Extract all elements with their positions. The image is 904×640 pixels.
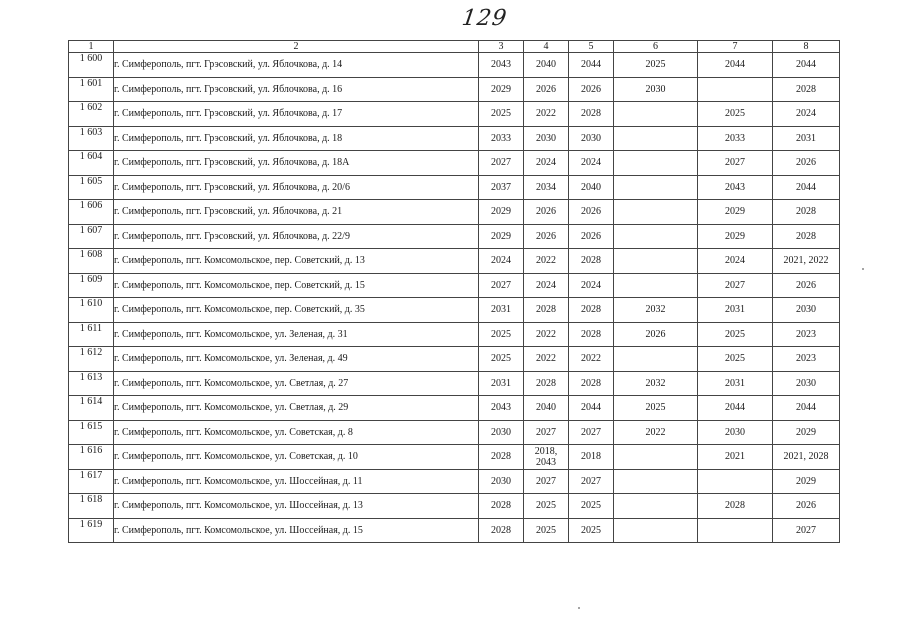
value-cell-6: 2025 <box>614 53 698 78</box>
value-cell-5: 2022 <box>569 347 614 372</box>
row-number: 1 618 <box>69 494 114 519</box>
table-row <box>69 518 840 543</box>
table-row <box>69 445 840 470</box>
address-cell: г. Симферополь, пгт. Грэсовский, ул. Яблочкова, д. 14 <box>114 53 479 78</box>
value-cell-7: 2029 <box>698 200 773 225</box>
value-cell-4: 2022 <box>524 249 569 274</box>
value-cell-5: 2026 <box>569 77 614 102</box>
row-number: 1 614 <box>69 396 114 421</box>
value-cell-8: 2044 <box>773 396 840 421</box>
value-cell-8: 2030 <box>773 371 840 396</box>
value-cell-5: 2030 <box>569 126 614 151</box>
value-cell-8: 2044 <box>773 175 840 200</box>
value-cell-4: 2034 <box>524 175 569 200</box>
value-cell-8: 2026 <box>773 273 840 298</box>
value-cell-5: 2024 <box>569 273 614 298</box>
value-cell-4: 2018, 2043 <box>524 445 569 470</box>
table-row <box>69 102 840 127</box>
row-number: 1 607 <box>69 224 114 249</box>
value-cell-4: 2040 <box>524 53 569 78</box>
value-cell-8: 2028 <box>773 77 840 102</box>
value-cell-5: 2025 <box>569 494 614 519</box>
value-cell-5: 2018 <box>569 445 614 470</box>
value-cell-7: 2028 <box>698 494 773 519</box>
address-cell: г. Симферополь, пгт. Грэсовский, ул. Яблочкова, д. 18А <box>114 151 479 176</box>
table-row <box>69 347 840 372</box>
value-cell-4: 2026 <box>524 200 569 225</box>
value-cell-5: 2028 <box>569 102 614 127</box>
value-cell-3: 2030 <box>479 420 524 445</box>
value-cell-7: 2025 <box>698 347 773 372</box>
value-cell-4: 2025 <box>524 518 569 543</box>
value-cell-3: 2027 <box>479 151 524 176</box>
value-cell-7 <box>698 518 773 543</box>
table-row <box>69 273 840 298</box>
value-cell-4: 2025 <box>524 494 569 519</box>
value-cell-6 <box>614 249 698 274</box>
address-cell: г. Симферополь, пгт. Комсомольское, ул. Советская, д. 8 <box>114 420 479 445</box>
value-cell-3: 2025 <box>479 322 524 347</box>
value-cell-7: 2021 <box>698 445 773 470</box>
value-cell-6 <box>614 102 698 127</box>
address-cell: г. Симферополь, пгт. Комсомольское, ул. Светлая, д. 29 <box>114 396 479 421</box>
value-cell-7: 2027 <box>698 151 773 176</box>
table-row <box>69 298 840 323</box>
value-cell-4: 2022 <box>524 322 569 347</box>
value-cell-7: 2024 <box>698 249 773 274</box>
value-cell-6: 2025 <box>614 396 698 421</box>
address-cell: г. Симферополь, пгт. Комсомольское, ул. Советская, д. 10 <box>114 445 479 470</box>
value-cell-5: 2044 <box>569 53 614 78</box>
column-header: 5 <box>569 41 614 53</box>
value-cell-8: 2026 <box>773 494 840 519</box>
value-cell-5: 2044 <box>569 396 614 421</box>
value-cell-3: 2025 <box>479 347 524 372</box>
address-cell: г. Симферополь, пгт. Комсомольское, ул. Шоссейная, д. 11 <box>114 469 479 494</box>
value-cell-8: 2021, 2028 <box>773 445 840 470</box>
value-cell-6 <box>614 518 698 543</box>
value-cell-3: 2028 <box>479 518 524 543</box>
value-cell-4: 2022 <box>524 102 569 127</box>
value-cell-4: 2030 <box>524 126 569 151</box>
column-header: 4 <box>524 41 569 53</box>
column-header: 3 <box>479 41 524 53</box>
value-cell-6: 2030 <box>614 77 698 102</box>
value-cell-8: 2031 <box>773 126 840 151</box>
column-number-row <box>69 41 840 53</box>
value-cell-6 <box>614 347 698 372</box>
address-cell: г. Симферополь, пгт. Комсомольское, пер. Советский, д. 35 <box>114 298 479 323</box>
address-cell: г. Симферополь, пгт. Комсомольское, пер. Советский, д. 13 <box>114 249 479 274</box>
column-header: 2 <box>114 41 479 53</box>
table-row <box>69 371 840 396</box>
value-cell-5: 2028 <box>569 298 614 323</box>
value-cell-4: 2027 <box>524 420 569 445</box>
address-cell: г. Симферополь, пгт. Грэсовский, ул. Яблочкова, д. 20/6 <box>114 175 479 200</box>
value-cell-5: 2026 <box>569 200 614 225</box>
row-number: 1 605 <box>69 175 114 200</box>
value-cell-7: 2030 <box>698 420 773 445</box>
value-cell-3: 2030 <box>479 469 524 494</box>
value-cell-4: 2024 <box>524 151 569 176</box>
page-number: 129 <box>460 6 509 31</box>
row-number: 1 611 <box>69 322 114 347</box>
value-cell-7 <box>698 469 773 494</box>
column-header: 7 <box>698 41 773 53</box>
value-cell-5: 2040 <box>569 175 614 200</box>
address-cell: г. Симферополь, пгт. Комсомольское, ул. Шоссейная, д. 13 <box>114 494 479 519</box>
value-cell-7: 2025 <box>698 102 773 127</box>
value-cell-4: 2027 <box>524 469 569 494</box>
value-cell-7: 2031 <box>698 371 773 396</box>
value-cell-6 <box>614 445 698 470</box>
value-cell-5: 2028 <box>569 249 614 274</box>
table-body <box>69 53 840 543</box>
value-cell-3: 2043 <box>479 53 524 78</box>
row-number: 1 601 <box>69 77 114 102</box>
table-row <box>69 494 840 519</box>
value-cell-6: 2032 <box>614 298 698 323</box>
row-number: 1 613 <box>69 371 114 396</box>
row-number: 1 609 <box>69 273 114 298</box>
address-cell: г. Симферополь, пгт. Комсомольское, пер. Советский, д. 15 <box>114 273 479 298</box>
value-cell-3: 2029 <box>479 224 524 249</box>
value-cell-3: 2033 <box>479 126 524 151</box>
table-row <box>69 200 840 225</box>
value-cell-4: 2028 <box>524 298 569 323</box>
value-cell-8: 2028 <box>773 224 840 249</box>
address-cell: г. Симферополь, пгт. Комсомольское, ул. Зеленая, д. 49 <box>114 347 479 372</box>
row-number: 1 617 <box>69 469 114 494</box>
value-cell-4: 2040 <box>524 396 569 421</box>
value-cell-4: 2026 <box>524 224 569 249</box>
address-cell: г. Симферополь, пгт. Грэсовский, ул. Яблочкова, д. 21 <box>114 200 479 225</box>
value-cell-6 <box>614 273 698 298</box>
value-cell-7: 2044 <box>698 53 773 78</box>
value-cell-5: 2027 <box>569 469 614 494</box>
value-cell-3: 2029 <box>479 77 524 102</box>
value-cell-8: 2044 <box>773 53 840 78</box>
value-cell-8: 2029 <box>773 420 840 445</box>
row-number: 1 612 <box>69 347 114 372</box>
value-cell-8: 2028 <box>773 200 840 225</box>
row-number: 1 615 <box>69 420 114 445</box>
value-cell-3: 2031 <box>479 298 524 323</box>
value-cell-8: 2027 <box>773 518 840 543</box>
table-row <box>69 420 840 445</box>
value-cell-5: 2027 <box>569 420 614 445</box>
value-cell-6: 2032 <box>614 371 698 396</box>
value-cell-5: 2024 <box>569 151 614 176</box>
column-header: 1 <box>69 41 114 53</box>
value-cell-6 <box>614 200 698 225</box>
scan-speck <box>862 268 864 270</box>
row-number: 1 603 <box>69 126 114 151</box>
value-cell-7: 2033 <box>698 126 773 151</box>
value-cell-3: 2029 <box>479 200 524 225</box>
scan-speck <box>578 607 580 609</box>
value-cell-3: 2025 <box>479 102 524 127</box>
value-cell-8: 2029 <box>773 469 840 494</box>
address-cell: г. Симферополь, пгт. Грэсовский, ул. Яблочкова, д. 22/9 <box>114 224 479 249</box>
value-cell-7: 2029 <box>698 224 773 249</box>
table-row <box>69 249 840 274</box>
value-cell-7: 2044 <box>698 396 773 421</box>
column-header: 6 <box>614 41 698 53</box>
address-cell: г. Симферополь, пгт. Грэсовский, ул. Яблочкова, д. 16 <box>114 77 479 102</box>
value-cell-7: 2027 <box>698 273 773 298</box>
table-row <box>69 322 840 347</box>
value-cell-3: 2037 <box>479 175 524 200</box>
row-number: 1 606 <box>69 200 114 225</box>
address-cell: г. Симферополь, пгт. Грэсовский, ул. Яблочкова, д. 18 <box>114 126 479 151</box>
value-cell-6 <box>614 224 698 249</box>
value-cell-3: 2028 <box>479 445 524 470</box>
table-row <box>69 224 840 249</box>
value-cell-6 <box>614 126 698 151</box>
value-cell-6 <box>614 494 698 519</box>
table-row <box>69 151 840 176</box>
value-cell-6 <box>614 469 698 494</box>
value-cell-5: 2025 <box>569 518 614 543</box>
value-cell-6: 2026 <box>614 322 698 347</box>
value-cell-4: 2022 <box>524 347 569 372</box>
value-cell-6 <box>614 151 698 176</box>
row-number: 1 608 <box>69 249 114 274</box>
value-cell-8: 2021, 2022 <box>773 249 840 274</box>
table-row <box>69 175 840 200</box>
value-cell-3: 2028 <box>479 494 524 519</box>
value-cell-7: 2025 <box>698 322 773 347</box>
table-row <box>69 396 840 421</box>
column-header: 8 <box>773 41 840 53</box>
value-cell-8: 2026 <box>773 151 840 176</box>
value-cell-3: 2024 <box>479 249 524 274</box>
value-cell-5: 2028 <box>569 322 614 347</box>
address-cell: г. Симферополь, пгт. Комсомольское, ул. Шоссейная, д. 15 <box>114 518 479 543</box>
row-number: 1 610 <box>69 298 114 323</box>
value-cell-3: 2027 <box>479 273 524 298</box>
row-number: 1 604 <box>69 151 114 176</box>
row-number: 1 600 <box>69 53 114 78</box>
value-cell-3: 2043 <box>479 396 524 421</box>
address-cell: г. Симферополь, пгт. Грэсовский, ул. Яблочкова, д. 17 <box>114 102 479 127</box>
value-cell-7 <box>698 77 773 102</box>
value-cell-5: 2028 <box>569 371 614 396</box>
value-cell-6 <box>614 175 698 200</box>
row-number: 1 602 <box>69 102 114 127</box>
value-cell-8: 2023 <box>773 322 840 347</box>
address-cell: г. Симферополь, пгт. Комсомольское, ул. Зеленая, д. 31 <box>114 322 479 347</box>
register-table <box>68 40 840 543</box>
value-cell-6: 2022 <box>614 420 698 445</box>
value-cell-8: 2024 <box>773 102 840 127</box>
value-cell-8: 2023 <box>773 347 840 372</box>
row-number: 1 616 <box>69 445 114 470</box>
table-row <box>69 469 840 494</box>
row-number: 1 619 <box>69 518 114 543</box>
value-cell-7: 2031 <box>698 298 773 323</box>
value-cell-4: 2028 <box>524 371 569 396</box>
table-row <box>69 53 840 78</box>
value-cell-4: 2024 <box>524 273 569 298</box>
value-cell-8: 2030 <box>773 298 840 323</box>
value-cell-5: 2026 <box>569 224 614 249</box>
value-cell-4: 2026 <box>524 77 569 102</box>
address-cell: г. Симферополь, пгт. Комсомольское, ул. Светлая, д. 27 <box>114 371 479 396</box>
table-row <box>69 77 840 102</box>
table-row <box>69 126 840 151</box>
value-cell-7: 2043 <box>698 175 773 200</box>
value-cell-3: 2031 <box>479 371 524 396</box>
